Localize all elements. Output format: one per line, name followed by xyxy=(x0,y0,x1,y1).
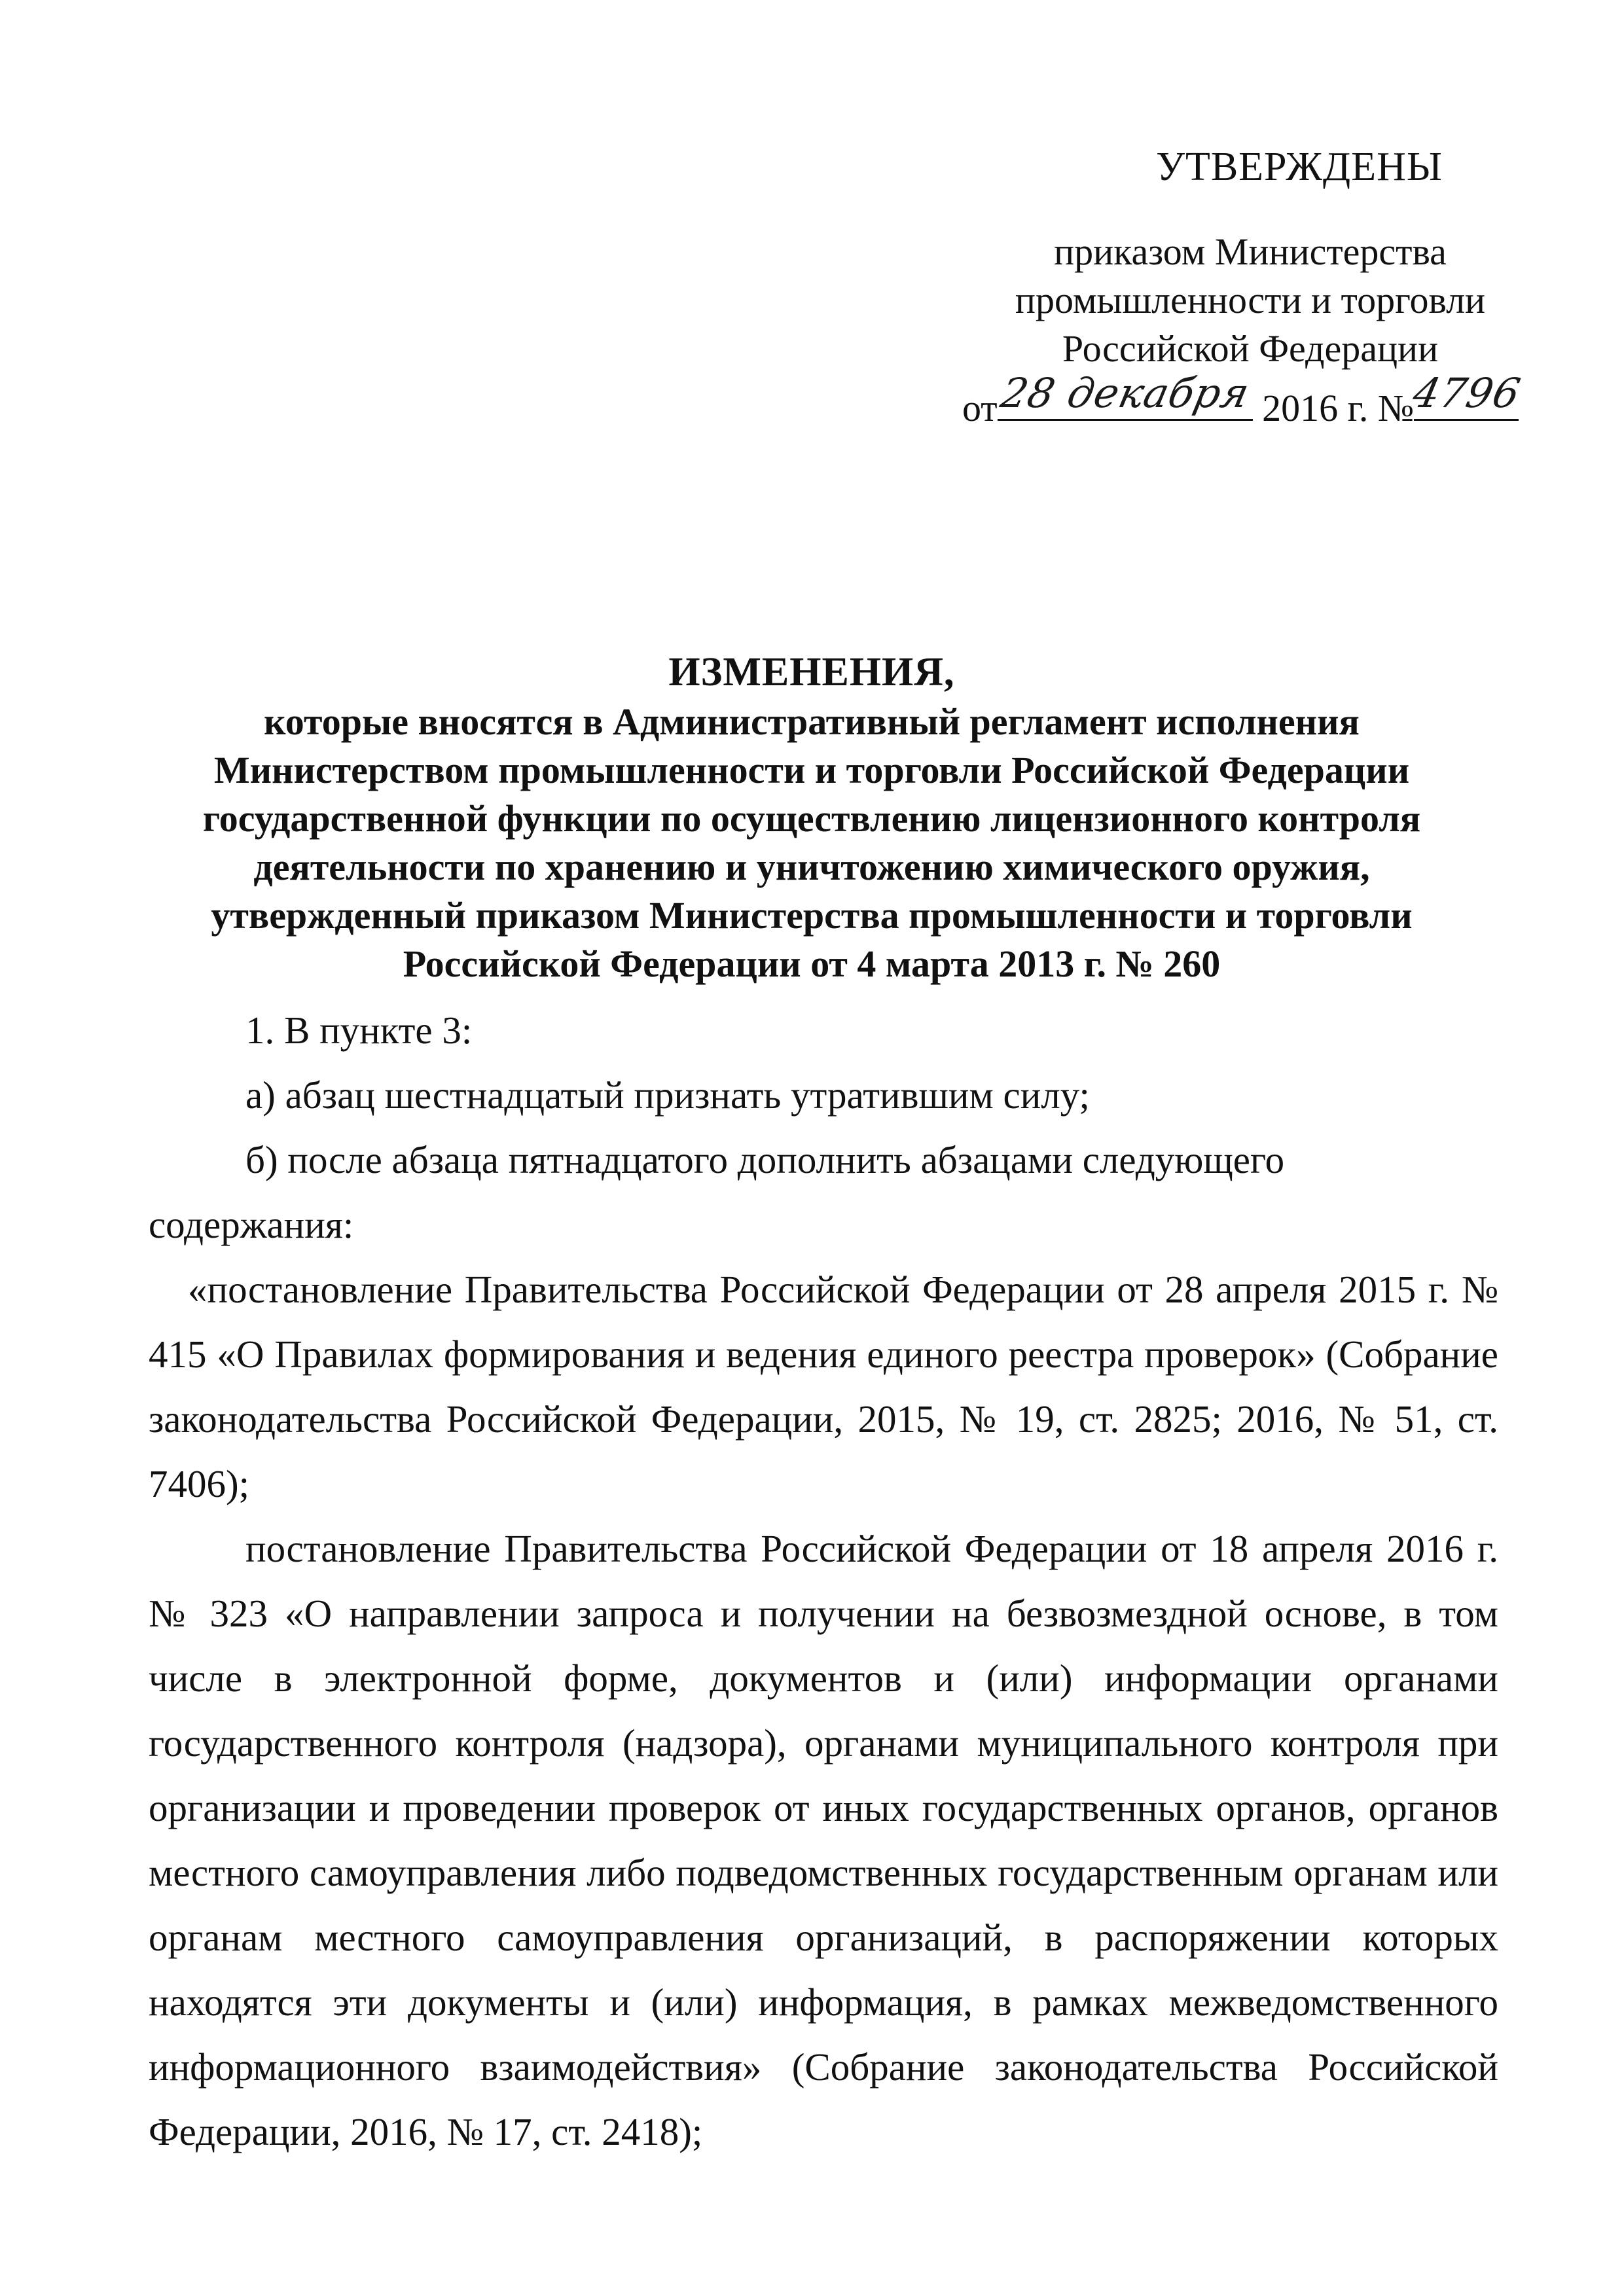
approval-line-2: промышленности и торговли xyxy=(1015,279,1486,321)
handwritten-number: 4796 xyxy=(1409,369,1525,417)
approval-date-line xyxy=(956,369,1545,433)
title-line-5: утвержденный приказом Министерства промышленности и торговли xyxy=(211,894,1413,937)
paragraph-item-1: 1. В пункте 3: xyxy=(245,1009,473,1052)
approval-heading: УТВЕРЖДЕНЫ xyxy=(1156,145,1443,189)
approval-line-3: Российской Федерации xyxy=(1062,327,1439,370)
title-line-2: Министерством промышленности и торговли Российской Федерации xyxy=(213,749,1410,791)
title-line-1: которые вносятся в Административный регламент исполнения xyxy=(264,700,1360,743)
handwritten-date: 28 декабря xyxy=(996,369,1254,417)
paragraph-resolution-415: «постановление Правительства Российской Федерации от 28 апреля 2015 г. № 415 «О Правилах формирования и ведения единого реестра проверок» (Собрание законодательства Российской Федерации, 2015, № 19, ст. 2825; 2016, № 51, ст. 7406); xyxy=(149,1268,1498,1505)
year-text: 2016 г. № xyxy=(1262,387,1415,429)
paragraph-subitem-a: а) абзац шестнадцатый признать утратившим силу; xyxy=(245,1073,1090,1117)
date-blank xyxy=(996,369,1254,421)
title-line-6: Российской Федерации от 4 марта 2013 г. № 260 xyxy=(403,942,1221,985)
approval-block xyxy=(956,143,1545,433)
approval-line-1: приказом Министерства xyxy=(1054,230,1447,273)
paragraph-subitem-b: б) после абзаца пятнадцатого дополнить абзацами следующего содержания: xyxy=(149,1138,1285,1246)
paragraph-resolution-323: постановление Правительства Российской Федерации от 18 апреля 2016 г. № 323 «О направлении запроса и получении на безвозмездной основе, в том числе в электронной форме, документов и (или) информации органами государственного контроля (надзора), органами муниципального контроля при организации и проведении проверок от иных государственных органов, органов местного самоуправления либо подведомственных государственным органам или органам местного самоуправления организаций, в распоряжении которых находятся эти документы и (или) информация, в рамках межведомственного информационного взаимодействия» (Собрание законодательства Российской Федерации, 2016, № 17, ст. 2418); xyxy=(149,1527,1498,2153)
number-blank xyxy=(1409,369,1525,421)
title-line-4: деятельности по хранению и уничтожению химического оружия, xyxy=(253,846,1370,888)
document-title-block xyxy=(131,648,1492,988)
date-prefix: от xyxy=(962,387,998,429)
title-line-3: государственной функции по осуществлению лицензионного контроля xyxy=(202,797,1421,840)
document-title: ИЗМЕНЕНИЯ, xyxy=(668,650,955,694)
document-body xyxy=(149,998,1498,2164)
